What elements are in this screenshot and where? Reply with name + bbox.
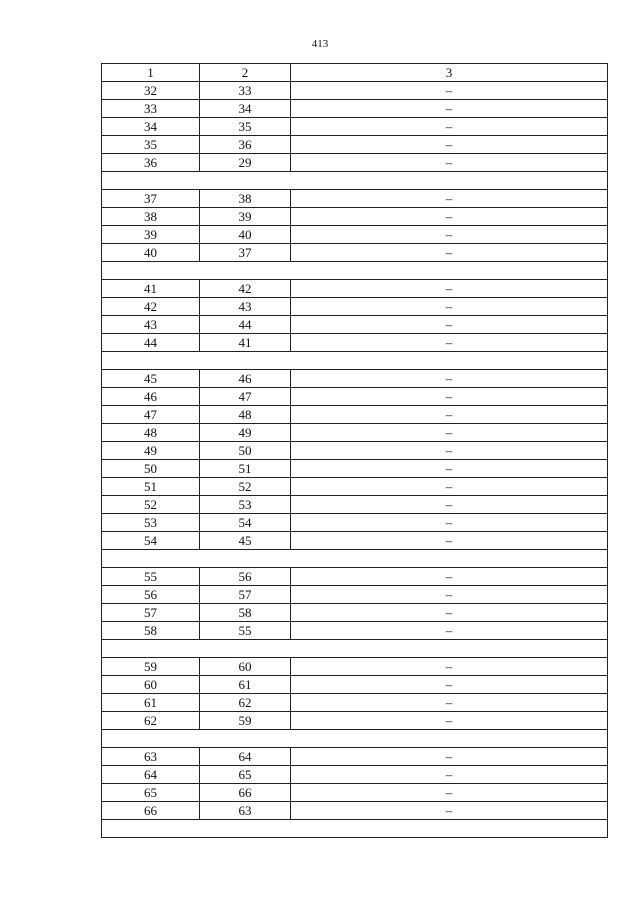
table-row	[102, 802, 608, 820]
table-cell: 53	[200, 496, 291, 514]
table-cell: –	[291, 568, 608, 586]
table-row	[102, 226, 608, 244]
table-cell: 63	[200, 802, 291, 820]
table-cell: 41	[102, 280, 200, 298]
separator-cell	[102, 352, 608, 370]
table-row	[102, 460, 608, 478]
table-cell: 50	[102, 460, 200, 478]
table-row	[102, 118, 608, 136]
table-cell: 40	[102, 244, 200, 262]
table-cell: 42	[102, 298, 200, 316]
table-cell: 59	[200, 712, 291, 730]
table-row	[102, 586, 608, 604]
separator-cell	[102, 640, 608, 658]
table-cell: 56	[102, 586, 200, 604]
table-cell: –	[291, 784, 608, 802]
page-number: 413	[311, 38, 329, 50]
table-cell: 50	[200, 442, 291, 460]
table-cell: 66	[200, 784, 291, 802]
table-row	[102, 712, 608, 730]
table-row	[102, 604, 608, 622]
table-cell: –	[291, 190, 608, 208]
table-row	[102, 100, 608, 118]
table-cell: 35	[102, 136, 200, 154]
table-row	[102, 514, 608, 532]
table-cell: –	[291, 208, 608, 226]
table-cell: 51	[200, 460, 291, 478]
table-row	[102, 154, 608, 172]
table-cell: –	[291, 298, 608, 316]
table-cell: 45	[102, 370, 200, 388]
table-row	[102, 190, 608, 208]
table-cell: 64	[200, 748, 291, 766]
table-cell: 57	[200, 586, 291, 604]
table-cell: –	[291, 622, 608, 640]
table-cell: –	[291, 766, 608, 784]
table-cell: –	[291, 514, 608, 532]
table-cell: 37	[102, 190, 200, 208]
table-cell: –	[291, 316, 608, 334]
table-row	[102, 136, 608, 154]
table-row	[102, 82, 608, 100]
table-cell: 48	[200, 406, 291, 424]
table-cell: –	[291, 280, 608, 298]
table-cell: 45	[200, 532, 291, 550]
table-cell: –	[291, 478, 608, 496]
table-cell: 40	[200, 226, 291, 244]
table-cell: 35	[200, 118, 291, 136]
table-row	[102, 568, 608, 586]
table-cell: 58	[200, 604, 291, 622]
table-row	[102, 658, 608, 676]
header-cell: 3	[291, 64, 608, 82]
table-cell: 62	[200, 694, 291, 712]
table-cell: –	[291, 694, 608, 712]
header-row	[102, 64, 608, 82]
table-cell: –	[291, 406, 608, 424]
header-cell: 2	[200, 64, 291, 82]
table-cell: –	[291, 748, 608, 766]
table-cell: 52	[102, 496, 200, 514]
table-cell: 66	[102, 802, 200, 820]
table-cell: 55	[200, 622, 291, 640]
table-cell: 37	[200, 244, 291, 262]
table-cell: 54	[200, 514, 291, 532]
table-cell: –	[291, 100, 608, 118]
table-cell: 36	[102, 154, 200, 172]
table-cell: 33	[102, 100, 200, 118]
table-cell: 56	[200, 568, 291, 586]
separator-row	[102, 820, 608, 838]
table-row	[102, 622, 608, 640]
table-row	[102, 298, 608, 316]
table-cell: 61	[200, 676, 291, 694]
table-cell: 43	[200, 298, 291, 316]
table-cell: 51	[102, 478, 200, 496]
table-cell: 62	[102, 712, 200, 730]
table-cell: 39	[200, 208, 291, 226]
table-cell: –	[291, 388, 608, 406]
table-cell: 38	[200, 190, 291, 208]
table-cell: –	[291, 82, 608, 100]
table-cell: 44	[200, 316, 291, 334]
table-cell: 42	[200, 280, 291, 298]
table-cell: 29	[200, 154, 291, 172]
table-cell: –	[291, 460, 608, 478]
table-cell: 55	[102, 568, 200, 586]
separator-row	[102, 640, 608, 658]
table-cell: 43	[102, 316, 200, 334]
table-cell: 48	[102, 424, 200, 442]
table-cell: 46	[200, 370, 291, 388]
table-row	[102, 676, 608, 694]
table-cell: 61	[102, 694, 200, 712]
table-cell: 49	[102, 442, 200, 460]
table-cell: 47	[102, 406, 200, 424]
table-cell: –	[291, 370, 608, 388]
table-row	[102, 280, 608, 298]
table-cell: 34	[200, 100, 291, 118]
table-cell: 60	[102, 676, 200, 694]
table-cell: –	[291, 604, 608, 622]
table-cell: –	[291, 442, 608, 460]
table-cell: –	[291, 586, 608, 604]
table-cell: 65	[102, 784, 200, 802]
separator-row	[102, 172, 608, 190]
data-table	[101, 63, 608, 838]
table-row	[102, 478, 608, 496]
table-cell: 52	[200, 478, 291, 496]
table-cell: 41	[200, 334, 291, 352]
table-cell: 39	[102, 226, 200, 244]
table-cell: –	[291, 496, 608, 514]
table-cell: –	[291, 424, 608, 442]
table-cell: –	[291, 226, 608, 244]
table-cell: 46	[102, 388, 200, 406]
separator-row	[102, 262, 608, 280]
table-row	[102, 424, 608, 442]
table-cell: 36	[200, 136, 291, 154]
separator-row	[102, 352, 608, 370]
table-row	[102, 694, 608, 712]
table-row	[102, 208, 608, 226]
table-cell: 63	[102, 748, 200, 766]
separator-cell	[102, 730, 608, 748]
table-row	[102, 388, 608, 406]
table-row	[102, 406, 608, 424]
table-row	[102, 316, 608, 334]
table-row	[102, 244, 608, 262]
table-cell: –	[291, 712, 608, 730]
table-cell: –	[291, 658, 608, 676]
table-cell: 60	[200, 658, 291, 676]
table-row	[102, 766, 608, 784]
table-cell: –	[291, 154, 608, 172]
table-cell: 32	[102, 82, 200, 100]
table-row	[102, 370, 608, 388]
table-cell: 47	[200, 388, 291, 406]
separator-cell	[102, 172, 608, 190]
table-cell: –	[291, 532, 608, 550]
table-cell: –	[291, 334, 608, 352]
separator-cell	[102, 820, 608, 838]
table-body	[102, 64, 608, 838]
table-cell: 33	[200, 82, 291, 100]
table-cell: 44	[102, 334, 200, 352]
table-cell: 64	[102, 766, 200, 784]
table-cell: 65	[200, 766, 291, 784]
table-row	[102, 784, 608, 802]
table-cell: 59	[102, 658, 200, 676]
table-cell: –	[291, 118, 608, 136]
table-cell: 58	[102, 622, 200, 640]
separator-cell	[102, 262, 608, 280]
table-cell: –	[291, 136, 608, 154]
table-cell: 57	[102, 604, 200, 622]
table-cell: –	[291, 244, 608, 262]
table-cell: 38	[102, 208, 200, 226]
table-cell: 53	[102, 514, 200, 532]
table-row	[102, 442, 608, 460]
separator-row	[102, 550, 608, 568]
table-row	[102, 334, 608, 352]
table-cell: 54	[102, 532, 200, 550]
separator-row	[102, 730, 608, 748]
table-row	[102, 496, 608, 514]
separator-cell	[102, 550, 608, 568]
table-row	[102, 748, 608, 766]
table-cell: –	[291, 802, 608, 820]
table-row	[102, 532, 608, 550]
header-cell: 1	[102, 64, 200, 82]
table-cell: 49	[200, 424, 291, 442]
table-cell: 34	[102, 118, 200, 136]
table-cell: –	[291, 676, 608, 694]
